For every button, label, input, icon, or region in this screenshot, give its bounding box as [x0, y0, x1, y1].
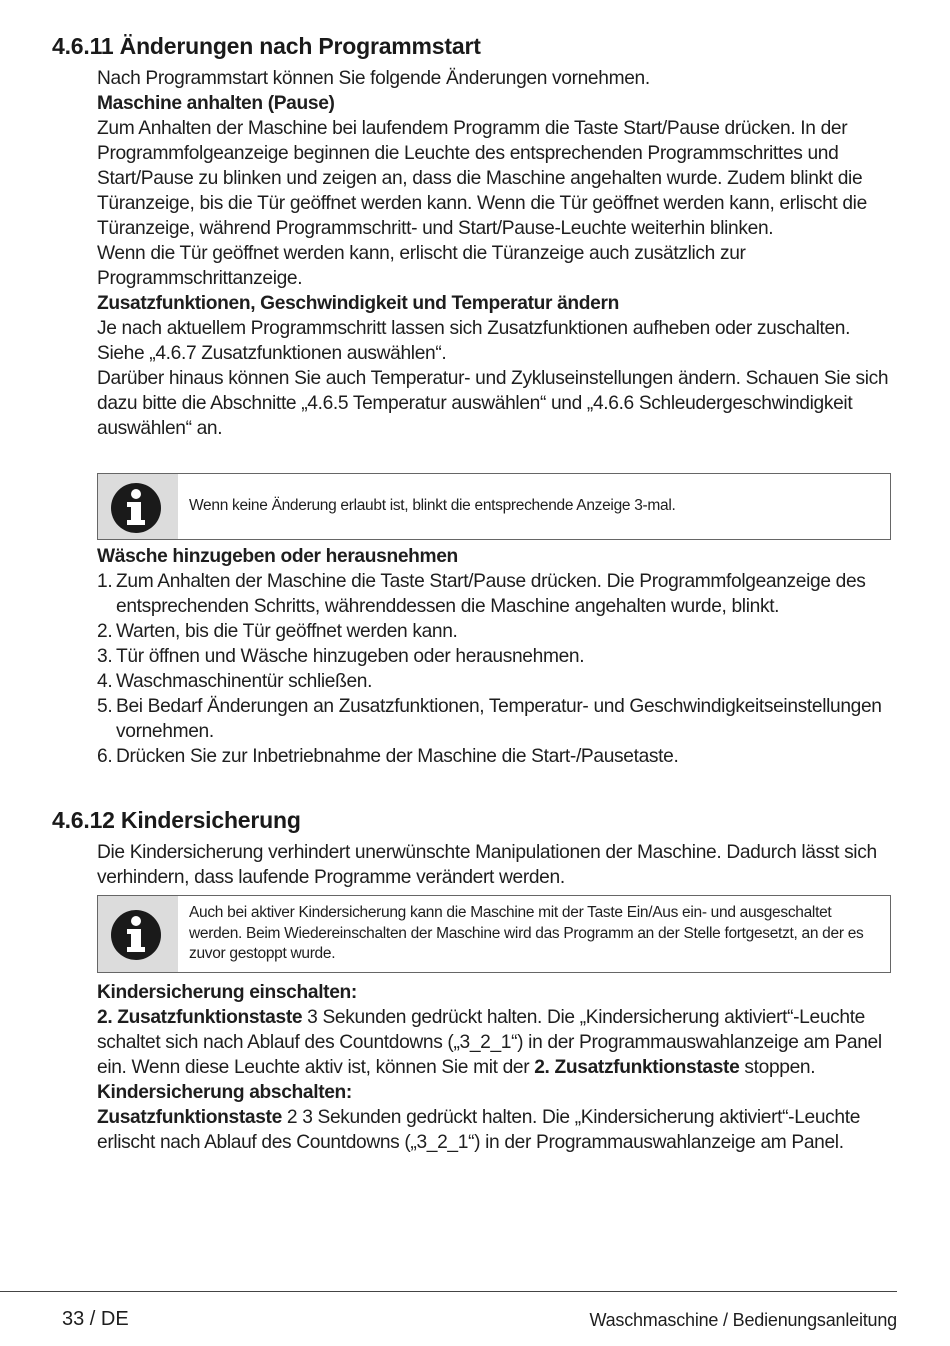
section-heading-4-6-11: 4.6.11 Änderungen nach Programmstart — [52, 33, 481, 59]
step-text: Drücken Sie zur Inbetriebnahme der Maschine die Start-/Pausetaste. — [116, 746, 679, 767]
pause-subheading: Maschine anhalten (Pause) — [97, 93, 335, 114]
step-text: Warten, bis die Tür geöffnet werden kann. — [116, 621, 458, 642]
child-lock-off-subheading: Kindersicherung abschalten: — [97, 1082, 352, 1103]
info-icon — [108, 907, 164, 963]
list-item — [97, 744, 897, 769]
pause-paragraph-2: Wenn die Tür geöffnet werden kann, erlischt die Türanzeige auch zusätzlich zur Programmschrittanzeige. — [97, 243, 746, 289]
list-item — [97, 619, 897, 644]
child-lock-on-subheading: Kindersicherung einschalten: — [97, 982, 357, 1003]
step-number: 1. — [97, 571, 113, 592]
step-number: 2. — [97, 621, 113, 642]
step-text: Waschmaschinentür schließen. — [116, 671, 373, 692]
button-reference: 2. Zusatzfunktionstaste — [534, 1057, 740, 1078]
button-reference: 2. Zusatzfunktionstaste — [97, 1007, 303, 1028]
laundry-steps-list — [97, 569, 897, 769]
info-icon — [108, 480, 164, 536]
notice-text: Wenn keine Änderung erlaubt ist, blinkt die entsprechende Anzeige 3-mal. — [189, 497, 676, 514]
list-item — [97, 569, 897, 619]
step-text: Tür öffnen und Wäsche hinzugeben oder herausnehmen. — [116, 646, 585, 667]
list-item — [97, 694, 897, 744]
step-number: 6. — [97, 746, 113, 767]
child-lock-on-text: 3 Sekunden gedrückt halten. Die „Kindersicherung aktiviert“-Leuchte schaltet sich nach Ablauf des Countdowns („3_2_1“) in der Programmauswahlanzeige am Panel ein. Wenn diese Leuchte aktiv ist, können Sie mit der — [97, 1007, 882, 1078]
laundry-subheading: Wäsche hinzugeben oder herausnehmen — [97, 546, 458, 567]
notice-text: Auch bei aktiver Kindersicherung kann die Maschine mit der Taste Ein/Aus ein- und ausgeschaltet werden. Beim Wiedereinschalten der Maschine wird das Programm an der Stelle fortgesetzt, an der es zuvor gestoppt wurde. — [189, 904, 864, 962]
step-text: Zum Anhalten der Maschine die Taste Start/Pause drücken. Die Programmfolgeanzeige des entsprechenden Schritts, währenddessen die Maschine angehalten wurde, blinkt. — [116, 571, 866, 617]
laundry-section — [97, 544, 897, 769]
notice-box-child-lock — [97, 895, 891, 973]
footer-divider — [0, 1291, 897, 1292]
button-reference: Zusatzfunktionstaste — [97, 1107, 282, 1128]
child-lock-on-text-end: stoppen. — [739, 1057, 816, 1078]
step-number: 3. — [97, 646, 113, 667]
change-subheading: Zusatzfunktionen, Geschwindigkeit und Temperatur ändern — [97, 293, 619, 314]
step-number: 4. — [97, 671, 113, 692]
pause-paragraph: Zum Anhalten der Maschine bei laufendem Programm die Taste Start/Pause drücken. In der Programmfolgeanzeige beginnen die Leuchte des entsprechenden Programmschrittes und Start/Pause zu blinken und zeigen an, dass die Maschine angehalten wurde. Zudem blinkt die Türanzeige, bis die Tür geöffnet werden kann. Wenn die Tür geöffnet werden kann, erlischt die Türanzeige, während Programmschritt- und Start/Pause-Leuchte weiterhin blinken. — [97, 118, 867, 239]
step-number: 5. — [97, 696, 113, 717]
notice-icon-box — [98, 896, 178, 972]
step-text: Bei Bedarf Änderungen an Zusatzfunktionen, Temperatur- und Geschwindigkeitseinstellungen vornehmen. — [116, 696, 882, 742]
child-lock-intro: Die Kindersicherung verhindert unerwünschte Manipulationen der Maschine. Dadurch lässt sich verhindern, dass laufende Programme verändert werden. — [97, 842, 877, 888]
child-lock-off-text: 2 3 Sekunden gedrückt halten. Die „Kindersicherung aktiviert“-Leuchte erlischt nach Ablauf des Countdowns („3_2_1“) in der Programmauswahlanzeige am Panel. — [97, 1107, 861, 1153]
change-paragraph: Je nach aktuellem Programmschritt lassen sich Zusatzfunktionen aufheben oder zuschalten. Siehe „4.6.7 Zusatzfunktionen auswählen“. — [97, 318, 851, 364]
notice-icon-box — [98, 474, 178, 539]
child-lock-on-paragraph — [97, 1005, 897, 1080]
section-4-6-11-body — [97, 66, 897, 441]
page-number: 33 / DE — [62, 1308, 129, 1330]
list-item — [97, 669, 897, 694]
child-lock-instructions — [97, 980, 897, 1155]
section-4-6-12-intro — [97, 840, 897, 890]
change-paragraph-2: Darüber hinaus können Sie auch Temperatur- und Zykluseinstellungen ändern. Schauen Sie sich dazu bitte die Abschnitte „4.6.5 Temperatur auswählen“ und „4.6.6 Schleudergeschwindigkeit auswählen“ an. — [97, 368, 889, 439]
section-heading-4-6-12: 4.6.12 Kindersicherung — [52, 807, 301, 833]
intro-paragraph: Nach Programmstart können Sie folgende Änderungen vornehmen. — [97, 68, 650, 89]
list-item — [97, 644, 897, 669]
notice-box — [97, 473, 891, 540]
footer-title: Waschmaschine / Bedienungsanleitung — [589, 1310, 897, 1330]
child-lock-off-paragraph — [97, 1105, 897, 1155]
